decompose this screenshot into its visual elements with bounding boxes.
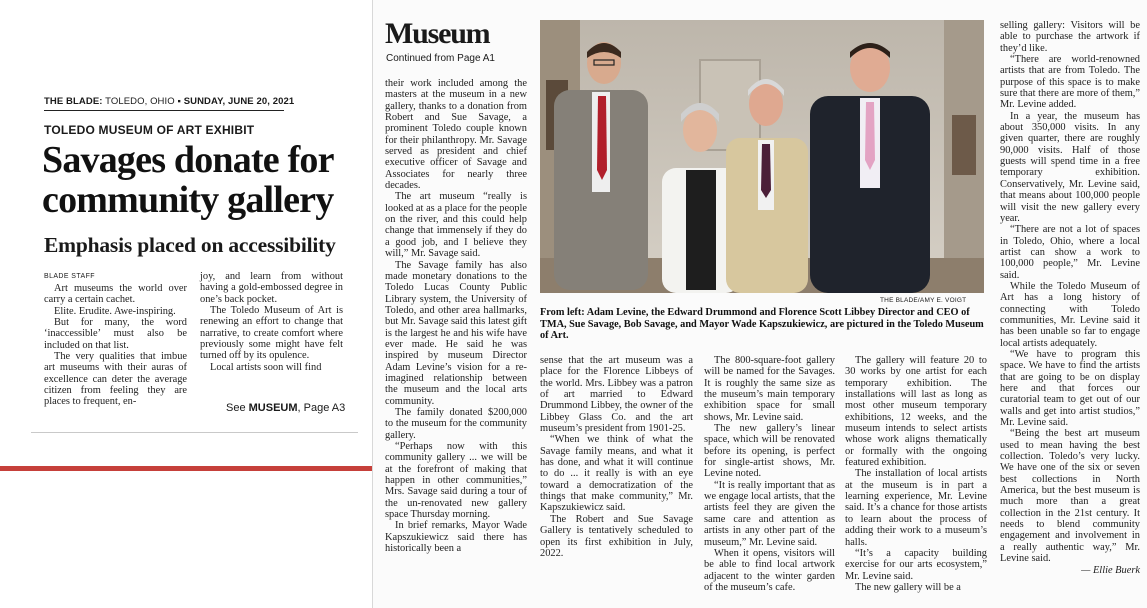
masthead-date: SUNDAY, JUNE 20, 2021 — [183, 96, 295, 107]
masthead-place: TOLEDO, OHIO ▪ — [102, 96, 184, 107]
paragraph: “It’s a capacity building exercise for our arts ecosystem,” Mr. Levine said. — [845, 547, 987, 582]
paragraph: joy, and learn from without having a gold-embossed degree in one’s back pocket. — [200, 271, 343, 305]
paragraph: The new gallery will be a — [855, 581, 961, 593]
accent-rule — [0, 466, 372, 471]
paragraph: The Savage family has also made monetary donations to the Toledo Lucas County Public Library system, the University of Toledo, and other area hallmarks, but Mr. Savage said this latest gift is the largest he and his wife have ever made. He said he was inspired by museum Director Adam Levine’s vision for a re-imagined relationship between the museum and the local arts community. — [385, 259, 527, 407]
section-title: Museum — [385, 17, 490, 50]
paragraph: Elite. Erudite. Awe-inspiring. — [54, 305, 176, 317]
paragraph: sense that the art museum was a place for the Florence Libbeys of the world. Mrs. Libbey was a patron of art married to Edward Drummond Libbey, the owner of the Libbey Glass Co. and the art museum’s president from 1901-25. — [540, 355, 693, 435]
paragraph: selling gallery: Visitors will be able to purchase the artwork if they’d like. — [1000, 20, 1140, 54]
paragraph: The 800-square-foot gallery will be named for the Savages. It is roughly the same size as the museum’s main temporary exhibition space for small shows, Mr. Levine said. — [704, 355, 835, 423]
group-photo — [540, 20, 984, 293]
paragraph: “It is really important that as we engage local artists, that the artists feel they are given the same care and attention as artists in any other part of the museum,” Mr. Levine said. — [704, 479, 835, 548]
paragraph: “There are not a lot of spaces in Toledo, Ohio, where a local artist can show a work to 100,000 people,” Mr. Levine said. — [1000, 224, 1140, 281]
group-photo-illustration — [540, 20, 984, 293]
jump-column-2 — [540, 355, 693, 559]
jump-column-1 — [385, 78, 527, 554]
paragraph: The very qualities that imbue art museums with their auras of excellence can deter the average citizen from feeling they are places to frequent, en- — [44, 351, 187, 408]
paragraph: In brief remarks, Mayor Wade Kapszukiewicz said there has historically been a — [385, 520, 527, 555]
divider-rule — [31, 432, 358, 433]
paragraph: The art museum “really is looked at as a place for the people on the river, and this could help change that immensely if they do a good job, and I believe they will,” Mr. Savage said. — [385, 191, 527, 260]
masthead-paper: THE BLADE: — [44, 96, 103, 107]
photo-credit: THE BLADE/AMY E. VOIGT — [880, 297, 967, 304]
paragraph: While the Toledo Museum of Art has a long history of connecting with Toledo communities, Mr. Levine said it has been unable so far to engage local artists adequately. — [1000, 280, 1140, 349]
paragraph: “There are world-renowned artists that are from Toledo. The purpose of this space is to make sure that there are more of them,” Mr. Levine added. — [1000, 54, 1140, 111]
byline: BLADE STAFF — [44, 273, 95, 280]
jump-column-5 — [1000, 20, 1140, 576]
paragraph: The new gallery’s linear space, which will be renovated before its opening, is perfect for single-artist shows, Mr. Levine noted. — [704, 423, 835, 480]
paragraph: “Perhaps now with this community gallery ... we will be at the forefront of making that happen in other communities,” Mrs. Savage said during a tour of the un-renovated new gallery space Thursday morning. — [385, 441, 527, 521]
jump-column-4 — [845, 355, 987, 593]
paragraph: Local artists soon will find — [210, 361, 322, 373]
paragraph: The family donated $200,000 to the museum for the community gallery. — [385, 406, 527, 441]
photo-caption: From left: Adam Levine, the Edward Drummond and Florence Scott Libbey Director and CEO of TMA, Sue Savage, Bob Savage, and Mayor Wade Kapszukiewicz, are pictured in the Toledo Museum of Art. — [540, 307, 984, 342]
paragraph: The gallery will feature 20 to 30 works by one artist for each temporary exhibition. The installations will last as long as most other museum temporary exhibitions, 12 weeks, and the museum intends to select artists whose work aligns thematically or formally with the ongoing featured exhibition. — [845, 355, 987, 469]
paragraph: In a year, the museum has about 350,000 visits. In any given quarter, there are roughly 90,000 visits. Half of those guests will spend time in a free temporary exhibition. Conservatively, Mr. Levine said, that means about 100,000 people will visit the new gallery every year. — [1000, 110, 1140, 224]
front-column-2 — [200, 271, 343, 373]
paragraph: Art museums the world over carry a certain cachet. — [44, 283, 187, 306]
paragraph: When it opens, visitors will be able to find local artwork adjacent to the winter garden of the museum’s cafe. — [704, 547, 835, 593]
jump-line — [226, 402, 345, 414]
paragraph: their work included among the masters at the museum in a new gallery, thanks to a donation from Robert and Sue Savage, a prominent Toledo couple known for their philanthropy. Mr. Savage served as president and chief executive officer of Savage and Associates for nearly three decades. — [385, 78, 527, 192]
paragraph: “When we think of what the Savage family means, and what it has done, and what it will continue to do ... it really is with an eye toward a democratization of the things that make community,” Mr. Kapszukiewicz said. — [540, 434, 693, 514]
paragraph: “We have to program this space. We have to find the artists that are going to be on display here and that forces our curatorial team to get out of our walls and get into artist studios,” Mr. Levine said. — [1000, 348, 1140, 429]
paragraph: The Toledo Museum of Art is renewing an effort to change that narrative, to create comfort where previously some might have felt turned off by its opulence. — [200, 305, 343, 362]
front-page-clipping — [0, 0, 372, 608]
jump-prefix: See — [226, 402, 249, 414]
author-signoff: — Ellie Buerk — [1081, 564, 1140, 576]
paragraph: “Being the best art museum used to mean having the best collection. Toledo’s very lucky. We have one of the six or seven best collections in North America, but the best museum is much more than a great collection in the 21st century. It needs to blend community engagement and involvement in a really authentic way,” Mr. Levine said. — [1000, 428, 1140, 565]
subhead: Emphasis placed on accessibility — [44, 233, 336, 257]
headline: Savages donate for community gallery — [42, 139, 334, 221]
continued-line: Continued from Page A1 — [386, 53, 495, 64]
paragraph: But for many, the word ‘inaccessible’ must also be included on that list. — [44, 317, 187, 351]
paragraph: The installation of local artists at the museum is in part a learning experience, Mr. Levine said. It’s a chance for those artists to learn about the process of adding their work to a museum’s halls. — [845, 468, 987, 548]
jump-word: MUSEUM — [248, 402, 298, 414]
jump-suffix: , Page A3 — [297, 402, 346, 414]
masthead — [44, 96, 295, 111]
front-column-1 — [44, 283, 187, 408]
jump-column-3 — [704, 355, 835, 593]
kicker: TOLEDO MUSEUM OF ART EXHIBIT — [44, 123, 255, 137]
paragraph: The Robert and Sue Savage Gallery is tentatively scheduled to open its first exhibition in July, 2022. — [540, 513, 693, 559]
